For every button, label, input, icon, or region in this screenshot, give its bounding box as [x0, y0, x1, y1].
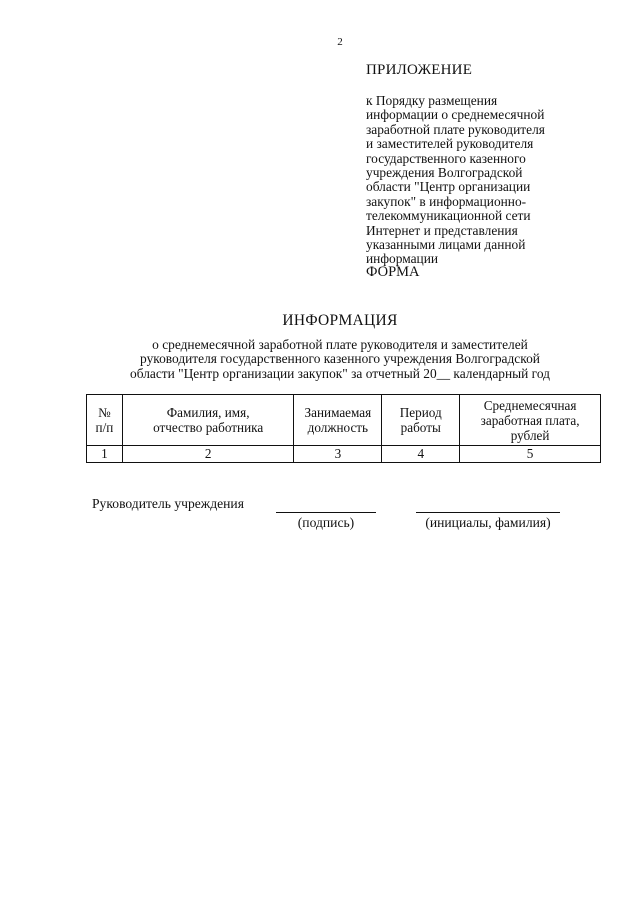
header-average-salary: Среднемесячная заработная плата, рублей [460, 395, 601, 446]
information-table [86, 394, 601, 463]
document-subtitle: о среднемесячной заработной плате руководителя и заместителей руководителя государственного казенного учреждения Волгоградской области "Центр организации закупок" за отчетный 20__ календарный год [130, 337, 550, 381]
header-work-period: Период работы [382, 395, 460, 446]
signature-line [276, 512, 376, 513]
form-label: ФОРМА [366, 264, 420, 280]
name-line [416, 512, 560, 513]
document-title: ИНФОРМАЦИЯ [282, 312, 398, 329]
table-row [87, 446, 601, 463]
header-position: Занимаемая должность [294, 395, 382, 446]
table-cell: 2 [122, 446, 294, 463]
appendix-title: ПРИЛОЖЕНИЕ [366, 62, 473, 78]
table-cell: 3 [294, 446, 382, 463]
table-header-row [87, 395, 601, 446]
header-number: № п/п [87, 395, 123, 446]
appendix-body: к Порядку размещения информации о среднемесячной заработной плате руководителя и заместителей руководителя государственного казенного учреждения Волгоградской области "Центр организации закупок" в информационно- телекоммуникационной сети Интернет и представления указанными лицами данной информации [366, 93, 545, 267]
signature-label: Руководитель учреждения [92, 496, 244, 511]
table-cell: 5 [460, 446, 601, 463]
table-cell: 4 [382, 446, 460, 463]
header-full-name: Фамилия, имя, отчество работника [122, 395, 294, 446]
table-cell: 1 [87, 446, 123, 463]
name-caption: (инициалы, фамилия) [425, 515, 551, 530]
page-number: 2 [337, 36, 343, 48]
signature-caption: (подпись) [297, 515, 355, 530]
